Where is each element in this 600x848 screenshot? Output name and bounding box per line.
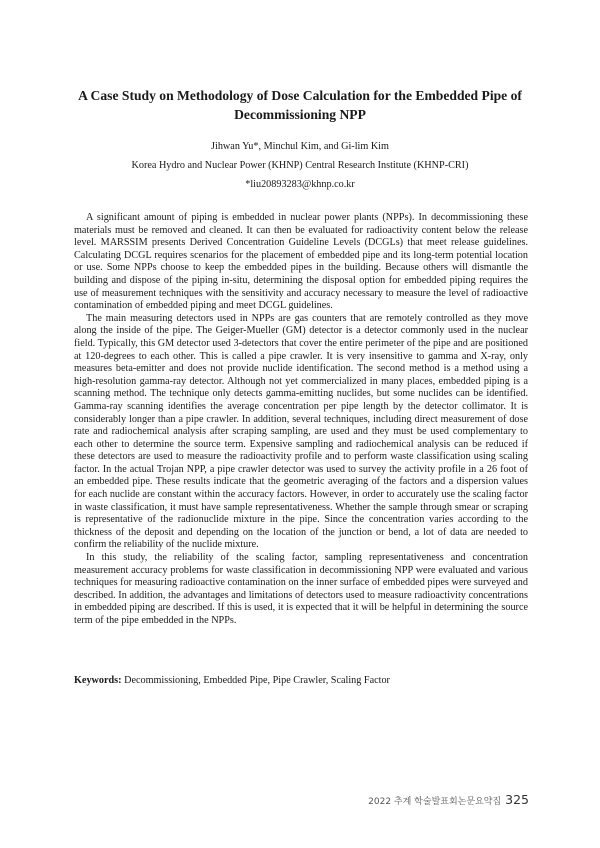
affiliation: Korea Hydro and Nuclear Power (KHNP) Central Research Institute (KHNP-CRI) bbox=[131, 160, 469, 171]
keywords-list: Decommissioning, Embedded Pipe, Pipe Crawler, Scaling Factor bbox=[124, 675, 390, 686]
keywords-label: Keywords: bbox=[74, 675, 122, 686]
abstract-body bbox=[74, 212, 528, 628]
page-footer bbox=[368, 792, 529, 807]
abstract-paragraph-3: In this study, the reliability of the scaling factor, sampling representativeness and concentration measurement accuracy problems for waste classification in decommissioning NPP were evaluated and various techniques for measuring radioactive contamination on the inner surface of embedded pipes were surveyed and described. In addition, the advantages and limitations of detectors used to measure radioactivity concentrations in embedded piping are described. If this is used, it is expected that it will be helpful in determining the source term of the pipe embedded in the NPPs. bbox=[74, 552, 528, 626]
abstract-paragraph-2: The main measuring detectors used in NPPs are gas counters that are remotely controlled as they move along the inside of the pipe. The Geiger-Mueller (GM) detector is a detector commonly used in the nuclear field. Typically, this GM detector used 3-detectors that cover the entire perimeter of the pipe and are positioned at 120-degrees to each other. This is called a pipe crawler. It is very insensitive to gamma and X-ray, only measures beta-emitter and does not provide nuclide identification. The second method is a method using a high-resolution gamma-ray detector. Although not yet commercialized in many places, embedded piping is a scanning method. The technique only detects gamma-emitting nuclides, but some nuclides can be identified. Gamma-ray scanning identifies the average concentration per pipe length by the detector collimator. It is considerably longer than a pipe crawler. In addition, several techniques, including direct measurement of dose rate and radiochemical analysis after scraping sampling, are used and they must be used complementary to each other to determine the source term. Expensive sampling and radiochemical analysis can be reduced if these detectors are used to measure the radioactivity profile and to perform waste classification using scaling factor. In the actual Trojan NPP, a pipe crawler detector was used to survey the activity profile in a 26 foot of an embedded pipe. These results indicate that the geometric averaging of the factors and a dispersion values for each nuclide are constant within the accuracy factors. However, in order to accurately use the scaling factor in waste classification, it must have sample representativeness. Whether the sample through smear or scraping is representative of the radionuclide mixture in the pipe. Since the concentration varies according to the thickness of the deposit and depending on the location of the junction or bend, a lot of data are needed to confirm the reliability of the nuclide mixture. bbox=[74, 312, 528, 551]
author-list: Jihwan Yu*, Minchul Kim, and Gi-lim Kim bbox=[211, 141, 389, 152]
contact-email: *liu20893283@khnp.co.kr bbox=[245, 179, 355, 190]
proceedings-title: 2022 추계 학술발표회논문요약집 bbox=[368, 797, 502, 807]
paper-title: A Case Study on Methodology of Dose Calculation for the Embedded Pipe of Decommissioning NPP bbox=[78, 88, 522, 122]
abstract-paragraph-1: A significant amount of piping is embedded in nuclear power plants (NPPs). In decommissioning these materials must be removed and cleaned. It can then be evaluated for radioactivity content below the release level. MARSSIM presents Derived Concentration Guideline Levels (DCGLs) that meet release guidelines. Calculating DCGL requires scenarios for the placement of embedded pipe and its long-term potential location or use. Some NPPs choose to keep the embedded pipes in the building. Because others will dismantle the building and dispose of the piping in-situ, determining the disposal option for embedded piping requires the use of measurement techniques with the sensitivity and accuracy necessary to measure the level of radioactive contamination of embedded piping and meet DCGL guidelines. bbox=[74, 212, 528, 312]
keywords-line bbox=[74, 674, 528, 687]
page-number: 325 bbox=[505, 792, 529, 807]
